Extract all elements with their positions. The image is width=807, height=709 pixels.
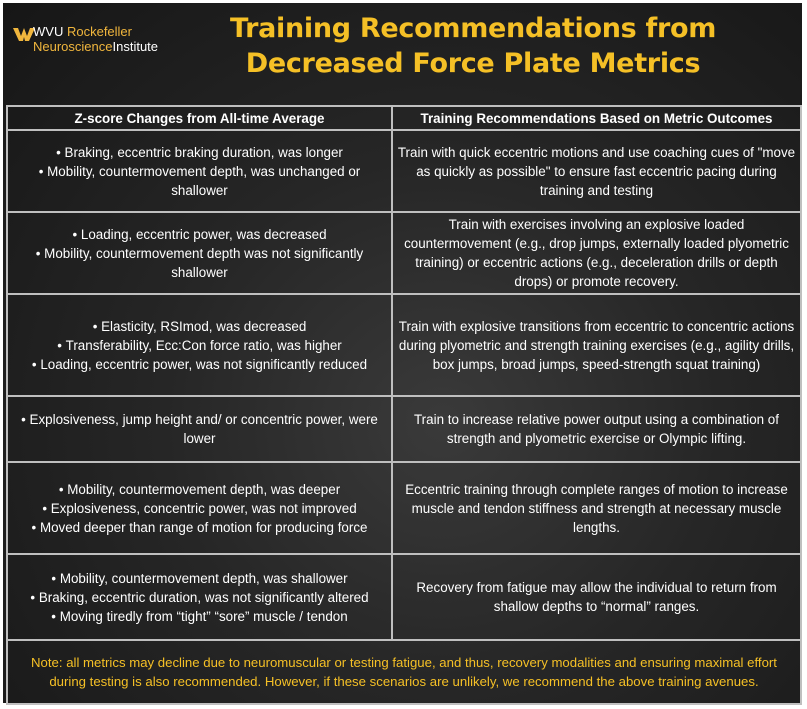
col-header-zscore: Z-score Changes from All-time Average	[7, 106, 392, 130]
table-row	[7, 212, 801, 294]
changes-cell	[7, 396, 392, 462]
note-text: Note: all metrics may decline due to neuromuscular or testing fatigue, and thus, recovery modalities and ensuring maximal effort during testing is also recommended. However, if these scenarios are unlikely, we recommend the above training avenues.	[7, 640, 801, 704]
change-item: • Braking, eccentric braking duration, was longer	[11, 143, 388, 162]
table-row	[7, 462, 801, 554]
recommendation-cell: Train with quick eccentric motions and use coaching cues of "move as quickly as possible" to ensure fast eccentric pacing during training and testing	[392, 130, 801, 212]
infographic-panel	[3, 3, 802, 703]
page-title	[213, 11, 733, 81]
recommendation-cell: Recovery from fatigue may allow the individual to return from shallow depths to “normal” ranges.	[392, 554, 801, 640]
table-row	[7, 554, 801, 640]
change-item: • Moving tiredly from “tight” “sore” muscle / tendon	[11, 607, 388, 626]
institute-logo	[13, 25, 213, 61]
change-item: • Mobility, countermovement depth, was deeper	[11, 480, 388, 499]
logo-line2-a: Neuroscience	[33, 39, 113, 54]
change-item: • Mobility, countermovement depth, was shallower	[11, 569, 388, 588]
logo-line2-b: Institute	[112, 39, 159, 54]
change-item: • Elasticity, RSImod, was decreased	[11, 317, 388, 336]
recommendation-cell: Eccentric training through complete ranges of motion to increase muscle and tendon stiffness and strength at necessary muscle lengths.	[392, 462, 801, 554]
change-item: • Explosiveness, jump height and/ or concentric power, were lower	[11, 410, 388, 448]
table-row	[7, 130, 801, 212]
change-item: • Moved deeper than range of motion for producing force	[11, 518, 388, 537]
recommendation-cell: Train with explosive transitions from eccentric to concentric actions during plyometric and strength training exercises (e.g., agility drills, box jumps, broad jumps, speed-strength squat training)	[392, 294, 801, 396]
change-item: • Loading, eccentric power, was decreased	[11, 225, 388, 244]
col-header-recommendations: Training Recommendations Based on Metric Outcomes	[392, 106, 801, 130]
changes-cell	[7, 294, 392, 396]
change-item: • Loading, eccentric power, was not significantly reduced	[11, 355, 388, 374]
changes-cell	[7, 554, 392, 640]
note-row	[7, 640, 801, 704]
logo-line1: Rockefeller	[66, 24, 132, 39]
table-row	[7, 396, 801, 462]
logo-prefix: WVU	[33, 24, 64, 39]
wvu-flying-wv-icon	[13, 25, 35, 43]
recommendation-cell: Train to increase relative power output using a combination of strength and plyometric exercise or Olympic lifting.	[392, 396, 801, 462]
title-line-2: Decreased Force Plate Metrics	[245, 48, 701, 79]
changes-cell	[7, 212, 392, 294]
logo-wordmark	[33, 24, 158, 54]
recommendations-table	[6, 105, 802, 705]
title-line-1: Training Recommendations from	[229, 13, 717, 44]
table-header-row	[7, 106, 801, 130]
changes-cell	[7, 130, 392, 212]
table-row	[7, 294, 801, 396]
changes-cell	[7, 462, 392, 554]
change-item: • Explosiveness, concentric power, was not improved	[11, 499, 388, 518]
recommendation-cell: Train with exercises involving an explosive loaded countermovement (e.g., drop jumps, externally loaded plyometric training) or eccentric actions (e.g., deceleration drills or depth drops) or promote recovery.	[392, 212, 801, 294]
change-item: • Mobility, countermovement depth, was unchanged or shallower	[11, 162, 388, 200]
change-item: • Braking, eccentric duration, was not significantly altered	[11, 588, 388, 607]
change-item: • Transferability, Ecc:Con force ratio, was higher	[11, 336, 388, 355]
change-item: • Mobility, countermovement depth was not significantly shallower	[11, 244, 388, 282]
